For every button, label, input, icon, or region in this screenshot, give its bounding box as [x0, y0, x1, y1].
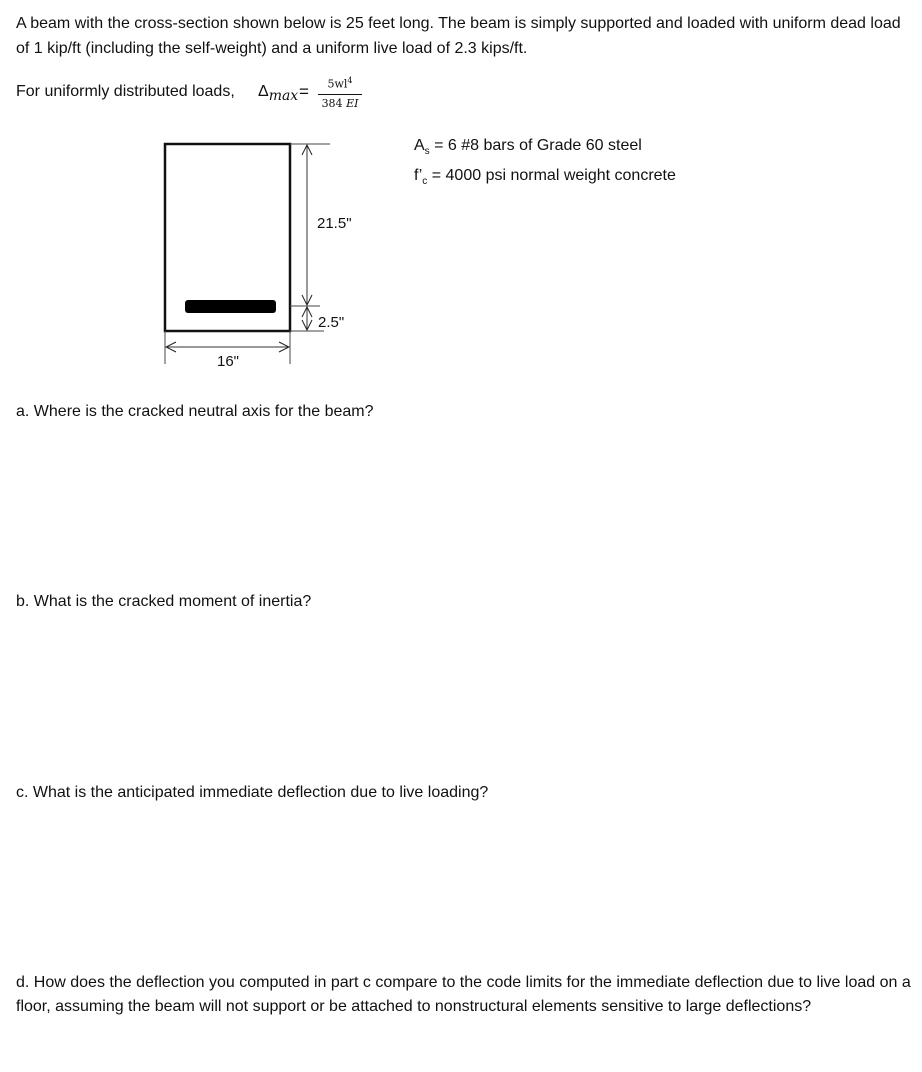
delta-subscript: max [268, 88, 299, 104]
numerator-text: 5wl [327, 77, 348, 91]
problem-statement: A beam with the cross-section shown below is 25 feet long. The beam is simply supported and loaded with uniform dead load of 1 kip/ft (including the self-weight) and a uniform live load of 2.3 kips/ft. [16, 15, 901, 57]
steel-symbol: A [414, 137, 425, 154]
delta-symbol: Δ [258, 83, 269, 100]
steel-subscript: s [424, 146, 430, 158]
steel-text: = 6 #8 bars of Grade 60 steel [429, 137, 642, 154]
equals-sign: = [299, 82, 309, 101]
material-properties [414, 134, 676, 194]
question-a: a. Where is the cracked neutral axis for the beam? [16, 403, 374, 420]
numerator-exponent: 4 [347, 76, 353, 85]
concrete-text: = 4000 psi normal weight concrete [427, 167, 676, 185]
denominator-number: 384 [321, 96, 343, 110]
question-b: b. What is the cracked moment of inertia? [16, 593, 312, 610]
reinforcement-bars [185, 300, 276, 313]
formula-label: For uniformly distributed loads, [16, 83, 235, 100]
depth-label: 21.5" [317, 215, 352, 232]
cover-label: 2.5" [318, 314, 345, 331]
steel-area-line [414, 134, 676, 164]
denominator-variable: EI [346, 96, 359, 110]
width-label: 16" [217, 353, 240, 370]
concrete-subscript: c [422, 176, 428, 188]
question-c: c. What is the anticipated immediate deflection due to live loading? [16, 784, 489, 801]
concrete-symbol: f’ [414, 167, 423, 185]
question-d: d. How does the deflection you computed in part c compare to the code limits for the immediate deflection due to live load on a floor, assuming the beam will not support or be attached to nonstructural elements sensitive to large deflections? [16, 974, 911, 1015]
concrete-strength-line [414, 164, 676, 194]
